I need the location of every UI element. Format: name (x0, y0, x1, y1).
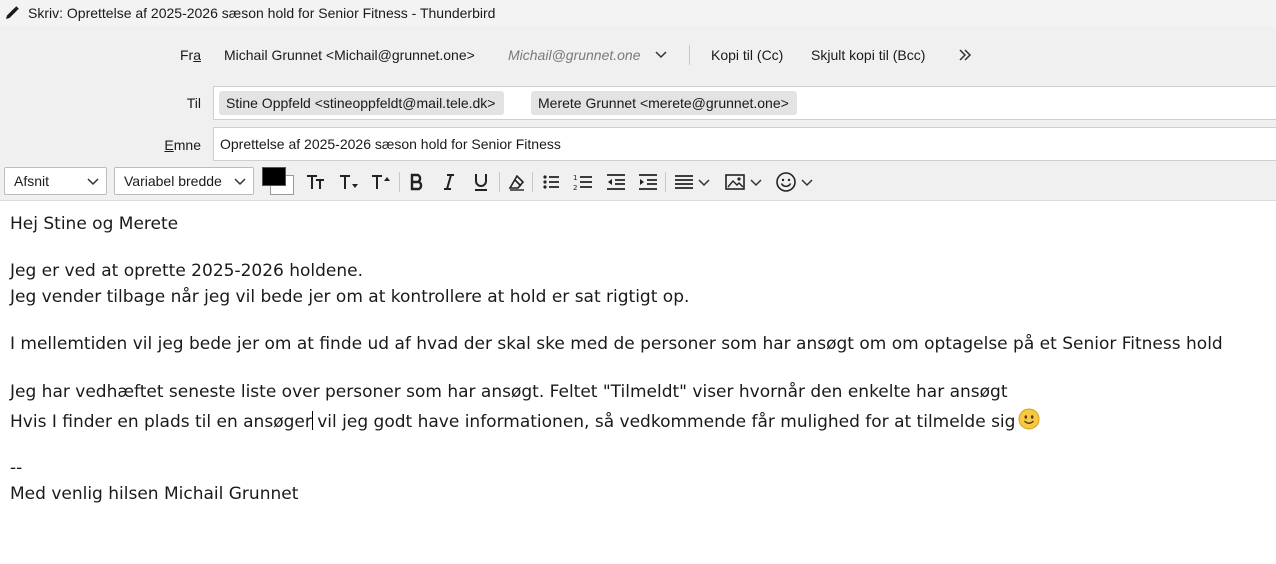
divider (665, 172, 666, 192)
cc-button[interactable]: Kopi til (Cc) (711, 47, 784, 63)
numbered-list-icon[interactable] (570, 168, 596, 196)
from-address[interactable]: Michail Grunnet <Michail@grunnet.one> (224, 47, 475, 63)
text-before-caret: Hvis I finder en plads til en ansøger (10, 412, 312, 432)
body-line (10, 408, 1040, 437)
to-field[interactable] (213, 86, 1276, 120)
body-line: I mellemtiden vil jeg bede jer om at finde ud af hvad der skal ske med de personer som har ansøgt om om optagelse på et Senior Fitness hold (10, 334, 1223, 354)
to-row (0, 86, 1276, 120)
clear-formatting-icon[interactable] (504, 168, 530, 196)
chevron-down-icon[interactable] (801, 172, 813, 192)
underline-icon[interactable] (468, 168, 494, 196)
chevron-down-icon (86, 174, 100, 188)
body-line: Jeg har vedhæftet seneste liste over personer som har ansøgt. Feltet "Tilmeldt" viser hvornår den enkelte har ansøgt (10, 382, 1008, 402)
decrease-font-size-icon[interactable] (303, 168, 329, 196)
subject-input[interactable]: Oprettelse af 2025-2026 sæson hold for Senior Fitness (213, 127, 1276, 161)
bullet-list-icon[interactable] (538, 168, 564, 196)
from-identity[interactable]: Michail@grunnet.one (508, 47, 641, 63)
chevron-down-icon[interactable] (750, 172, 762, 192)
format-toolbar (0, 164, 1276, 201)
font-value: Variabel bredde (124, 173, 222, 189)
chevron-down-icon (233, 174, 247, 188)
recipient-pill[interactable]: Merete Grunnet <merete@grunnet.one> (531, 91, 797, 115)
to-label: Til (186, 95, 201, 111)
title-bar (0, 0, 1276, 26)
increase-font-size-icon[interactable] (368, 168, 394, 196)
svg-text:1: 1 (573, 174, 578, 182)
italic-icon[interactable] (436, 168, 462, 196)
body-line: Jeg vender tilbage når jeg vil bede jer om at kontrollere at hold er sat rigtigt op. (10, 287, 690, 307)
paragraph-format-select[interactable] (4, 167, 107, 195)
insert-image-icon[interactable] (722, 168, 748, 196)
outdent-icon[interactable] (603, 168, 629, 196)
svg-text:2: 2 (573, 184, 578, 192)
pencil-icon (1, 0, 23, 26)
signature-separator: -- (10, 458, 23, 478)
bcc-button[interactable]: Skjult kopi til (Bcc) (811, 47, 926, 63)
recipient-pill[interactable]: Stine Oppfeld <stineoppfeldt@mail.tele.dk> (219, 91, 504, 115)
chevron-down-icon[interactable] (653, 45, 669, 63)
body-line: Jeg er ved at oprette 2025-2026 holdene. (10, 261, 364, 281)
divider (399, 172, 400, 192)
from-label: Fra (179, 47, 201, 63)
subject-label: Emne (164, 137, 201, 153)
subject-row (0, 127, 1276, 161)
compose-header (0, 26, 1276, 164)
divider (689, 45, 690, 65)
double-chevron-right-icon[interactable] (956, 44, 974, 66)
greeting: Hej Stine og Merete (10, 214, 179, 234)
emoji-icon[interactable] (773, 168, 799, 196)
font-size-icon[interactable] (336, 168, 362, 196)
bold-icon[interactable] (404, 168, 430, 196)
window-title: Skriv: Oprettelse af 2025-2026 sæson hold for Senior Fitness - Thunderbird (28, 5, 496, 21)
from-row (0, 40, 1276, 70)
divider (532, 172, 533, 192)
indent-icon[interactable] (635, 168, 661, 196)
text-color-swatch[interactable] (262, 167, 286, 186)
signature: Med venlig hilsen Michail Grunnet (10, 484, 299, 504)
text-after-caret: vil jeg godt have informationen, så vedkommende får mulighed for at tilmelde sig (311, 412, 1016, 432)
chevron-down-icon[interactable] (698, 172, 710, 192)
message-body[interactable] (0, 202, 1276, 564)
font-select[interactable] (114, 167, 254, 195)
align-icon[interactable] (671, 168, 697, 196)
paragraph-format-value: Afsnit (14, 173, 50, 189)
slightly-smiling-face-icon (1018, 408, 1040, 437)
divider (499, 172, 500, 192)
color-picker[interactable] (262, 167, 294, 195)
